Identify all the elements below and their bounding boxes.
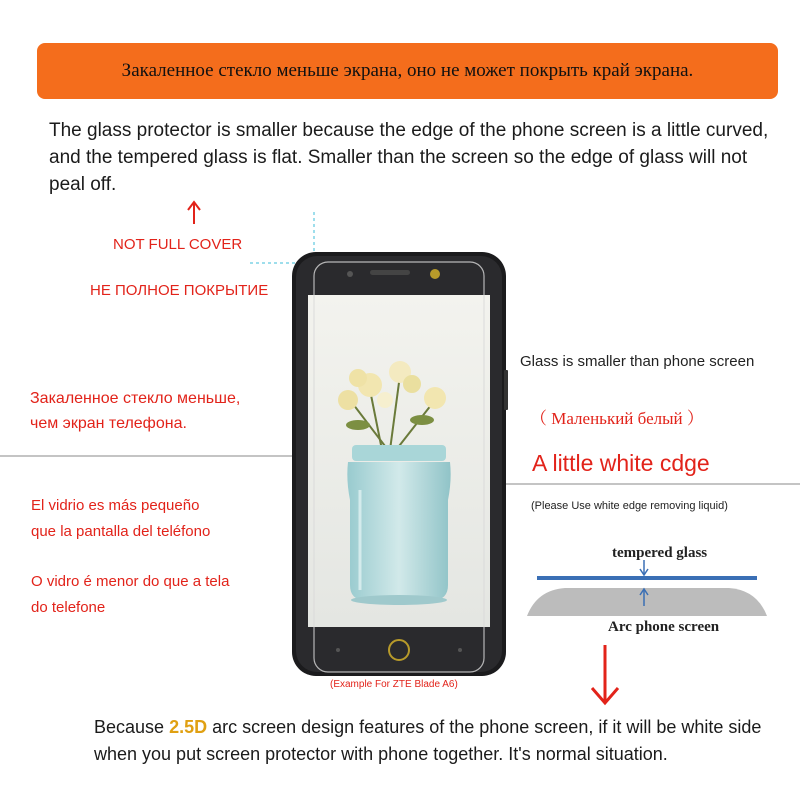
ru-text-line2: чем экран телефона. <box>30 415 187 432</box>
not-full-cover-ru-label: НЕ ПОЛНОЕ ПОКРЫТИЕ <box>90 282 269 299</box>
pt-text-line2: do telefone <box>31 599 106 616</box>
bottom-part2: arc screen design features of the phone screen, if it will be white side when you put screen protector with phone together. It's normal situation. <box>94 717 762 764</box>
phone-illustration <box>290 250 510 680</box>
speaker-grill <box>370 270 410 275</box>
tempered-glass-shape <box>537 576 757 580</box>
banner-text: Закаленное стекло меньше экрана, оно не может покрыть край экрана. <box>121 60 694 81</box>
bottom-paragraph <box>94 714 774 768</box>
down-arrow-small-icon <box>640 560 648 575</box>
es-text-line1: El vidrio es más pequeño <box>31 497 200 514</box>
big-down-arrow-icon <box>592 645 618 703</box>
not-full-cover-label: NOT FULL COVER <box>113 236 243 253</box>
front-camera-icon <box>430 269 440 279</box>
bottom-part1: Because <box>94 717 170 737</box>
arc-screen-label: Arc phone screen <box>608 619 720 635</box>
jar-image <box>347 445 450 605</box>
intro-paragraph: The glass protector is smaller because the edge of the phone screen is a little curved, and the tempered glass is flat. Smaller than the screen so the edge of glass will not peal off. <box>49 120 769 195</box>
ru-text-line1: Закаленное стекло меньше, <box>30 390 241 407</box>
glass-smaller-caption: Glass is smaller than phone screen <box>520 353 755 370</box>
tempered-glass-label: tempered glass <box>612 545 708 561</box>
little-white-edge-label: A little white cdge <box>532 450 710 476</box>
bottom-highlight: 2.5D <box>169 717 208 737</box>
es-text-line2: que la pantalla del teléfono <box>31 523 211 540</box>
removing-liquid-note: (Please Use white edge removing liquid) <box>531 500 728 512</box>
example-caption: (Example For ZTE Blade A6) <box>330 679 458 690</box>
up-arrow-icon <box>188 202 200 224</box>
pt-text-line1: O vidro é menor do que a tela <box>31 573 230 590</box>
ru-small-white-label: （ Маленький белый ） <box>530 409 704 428</box>
